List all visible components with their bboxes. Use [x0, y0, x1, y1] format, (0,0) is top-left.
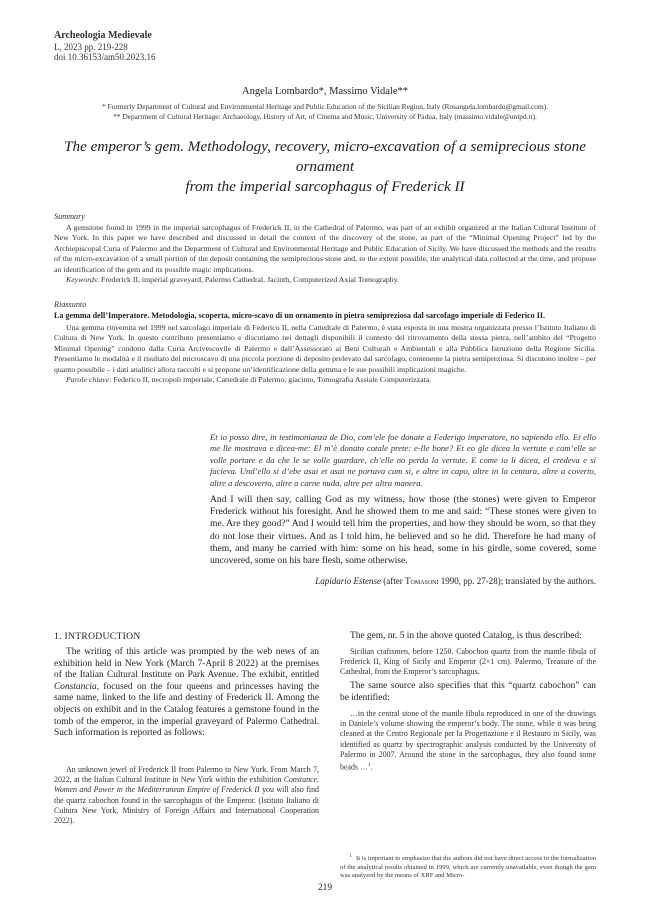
- intro-quote-1: [54, 765, 319, 826]
- right-p1: The gem, nr. 5 in the above quoted Catalog, is thus described:: [350, 631, 582, 641]
- keywords: : Frederick II, imperial graveyard, Palermo Cathedral, Jacinth, Computerized Axial Tomography.: [96, 275, 400, 285]
- quote1-italic: Constance. Women and Power in the Mediterranean Empire of Frederick II: [54, 775, 319, 795]
- epigraph-attribution: [210, 576, 596, 586]
- quote1-a: An unknown jewel of Frederick II from Palermo to New York. From March 7, 2022, at the Italian Cultural Institute in New York within the exhibition: [54, 765, 319, 785]
- right-paragraph-1: [340, 631, 596, 643]
- intro-p1-rest: , focused on the four queens and princesses having the same name, linked to the life and destiny of Frederick II. Among the objects on exhibit and in the Catalog features a gemstone found in the tomb of the emperor, in the imperial graveyard of Palermo Cathedral. Such information is reported as follows:: [54, 681, 319, 739]
- summary-text: [54, 223, 596, 285]
- footnote-ref[interactable]: 1: [367, 762, 371, 769]
- quote-2: [340, 647, 596, 678]
- right-paragraph-2: [340, 681, 596, 704]
- summary-body: A gemstone found in 1999 in the imperial sarcophagus of Frederick II, in the Cathedral of Palermo, was part of an exhibit organized at the Italian Cultural Institute of New York. In this paper we have described and discussed in detail the context of the discovery of the stone, as part of the “Minimal Opening Project” led by the Archiepiscopal Curia of Palermo and the Department of Cultural and Environmental Heritage and Public Education of Sicily. We have discussed the methods and the results of the micro-excavation of a small portion of the deposit containing the semiprecious stone and, to the extent possible, the analytical data collected at the time, and propose an identification of the gem and its possible magic implications.: [54, 223, 596, 274]
- parole-chiave: : Federico II, necropoli imperiale, Cattedrale di Palermo, giacinto, Tomografia Assiale Computerizzata.: [109, 375, 432, 385]
- right-p2: The same source also specifies that this “quartz cabochon” can be identified:: [340, 681, 596, 703]
- riassunto-title: La gemma dell’Imperatore. Metodologia, scoperta, micro-scavo di un ornamento in pietra semipreziosa dal sarcofago imperiale di Federico II.: [54, 311, 546, 320]
- attribution-author: Tomasoni: [405, 576, 439, 586]
- parole-chiave-label: Parole chiave: [66, 375, 110, 385]
- page-number: 219: [317, 883, 333, 893]
- affiliation-2: ** Department of Cultural Heritage: Archaeology, History of Art, of Cinema and Music, University of Padua, Italy (massimo.vidale@unipd.it).: [113, 112, 537, 121]
- quote2-text: Sicilian craftsmen, before 1250. Cabochon quartz from the mantle fibula of Frederick II, King of Sicily and Emperor (2×1 cm). Palermo, Treasure of the Cathedral, from the Emperor’s sarcophagus.: [340, 647, 596, 677]
- intro-p1-italic: Constancia: [54, 681, 97, 692]
- journal-header: [54, 31, 156, 63]
- affiliation-1: * Formerly Department of Cultural and Environmental Heritage and Public Education of the Sicilian Region, Italy (Rosangela.lombardo@gmail.com).: [101, 102, 549, 111]
- quote-3: [340, 709, 596, 773]
- volume-pages: L, 2023 pp. 219-228: [54, 41, 128, 52]
- epigraph-source: Lapidario Estense: [315, 576, 382, 586]
- journal-name: Archeologia Medievale: [54, 30, 152, 41]
- intro-paragraph-1: [54, 647, 319, 740]
- doi: doi 10.36153/am50.2023.16: [54, 52, 156, 62]
- quote1-b: you will also find the quartz cabochon found in the sarcophagus of the Emperor. (Istituto Italiano di Cultura New York, Ministry of Foreign Affairs and International Cooperation 2022).: [54, 785, 319, 826]
- intro-p1-a: The writing of this article was prompted by the web news of an exhibition held in New York (March 7-April 8 2022) at the premises of the Italian Cultural Institute on Park Avenue. The exhibit, entitled: [54, 647, 319, 681]
- riassunto-label: Riassunto: [54, 300, 87, 309]
- keywords-label: Keywords: [66, 275, 97, 285]
- epigraph-italian: Et io posso dire, in testimonianza de Dio, com’ele foe donate a Federigo imperatore, no sapiendo ello. Et ello me lle mostrava e dicea-me: El m’è donato cotale prete: e-lle bone? Et eo gle dicea la vertute e com’elle se volle portare e da che le se volle guardare, ch’elle no perda la vertute. E come io li dicea, el credeva e sì facieva. Und’ello si d’ebe asai et asai ne portava cum sì, e altre in capo, altre in la centura, altre a coverto, altre a descoverto, altre a carne nuda, altre per altra manera.: [210, 432, 596, 488]
- summary-label: Summary: [54, 212, 85, 221]
- attribution-post: 1990, pp. 27-28); translated by the authors.: [438, 576, 596, 586]
- quote3-text: …in the central stone of the mantle fibula reproduced in one of the drawings in Daniele’s volume showing the emperor’s body. The stone, while it was being cleaned at the Centro Regionale per la Progettazione e il Restauro in Sicily, was identified as quartz by spectrographic analysis conducted by the University of Palermo in 2007. Around the stone in the sarcophagus, they also found some beads …: [340, 709, 596, 772]
- footnote-text: It is important to emphasize that the authors did not have direct access to the formalization of the analytical results obtained in 1999, which are currently unavailable, even though the gem was analyzed by the means of XRF and Micro-: [340, 855, 596, 880]
- authors: Angela Lombardo*, Massimo Vidale**: [242, 86, 408, 97]
- quote3-end: .: [370, 762, 373, 772]
- attribution-pre: (after: [381, 576, 406, 586]
- footnote-1: [340, 852, 596, 881]
- epigraph-english: And I will then say, calling God as my witness, how those (the stones) were given to Emperor Frederick without his foresight. And he showed them to me and said: “These stones were given to me. Are they good?” And I would tell him the properties, and how they should be worn, so that they do not lose their virtues. And as I told him, he believed and so he did. Therefore he had many of them, and many he carried with him: some on his head, some in his girdle, some covered, some uncovered, some on his bare flesh, some otherwise.: [210, 494, 596, 567]
- riassunto-text: [54, 323, 596, 385]
- title-line-2: from the imperial sarcophagus of Frederick II: [185, 178, 465, 195]
- footnote-number: 1: [349, 853, 352, 859]
- riassunto-body: Una gemma rinvenuta nel 1999 nel sarcofago imperiale di Federico II, nella Cattedrale di Palermo, è stata esposta in una mostra organizzata presso l’Istituto Italiano di Cultura di New York. In questo contributo presentiamo e discutiamo nei dettagli disponibili il contesto del ritrovamento della stessa pietra, nell’ambito del “Progetto Minimal Opening” condotto dalla Curia Arcivescovile di Palermo e dall’Assessorato ai Beni Culturali e Ambientali e alla Pubblica Istruzione della Regione Sicilia. Presentiamo le modalità e il risultato del microscavo di una piccola porzione di deposito prelevato dal sarcofago, contenente la pietra semipreziosa. Si discutono inoltre – per quanto possibile – i dati analitici allora raccolti e si propone un’identificazione della gemma e le sue possibili implicazioni magiche.: [54, 323, 596, 374]
- title-line-1: The emperor’s gem. Methodology, recovery, micro-excavation of a semiprecious stone ornament: [64, 138, 586, 175]
- article-title: [54, 137, 596, 197]
- section-heading-introduction: 1. INTRODUCTION: [54, 631, 141, 642]
